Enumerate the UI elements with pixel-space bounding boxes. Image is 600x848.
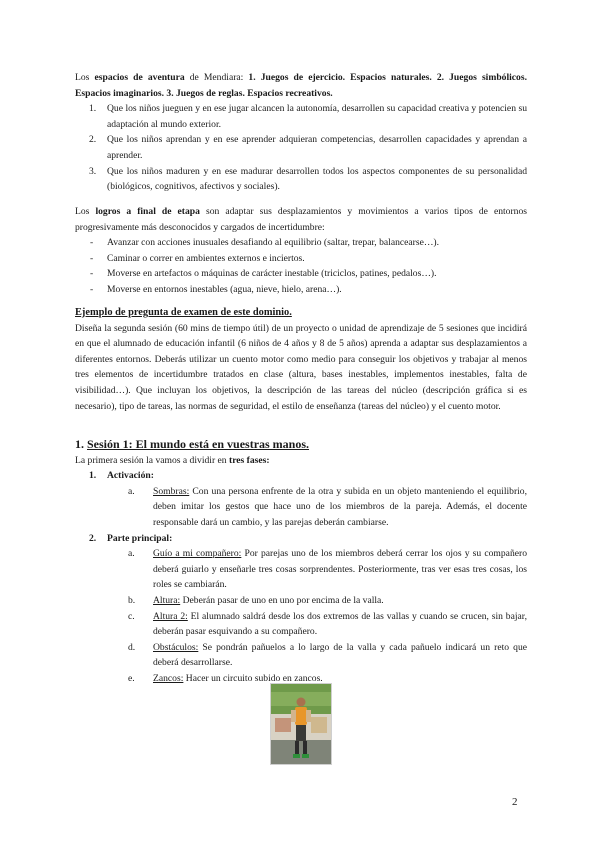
intro-prefix: Los bbox=[75, 72, 95, 83]
goals-rest: son adaptar sus desplazamientos y movimientos a varios tipos de entornos progresivamente más desconocidos y cargados de incertidumbre: bbox=[75, 206, 527, 233]
phase-heading bbox=[75, 531, 527, 547]
phase-number: 1. bbox=[89, 470, 97, 482]
session-section bbox=[75, 437, 527, 687]
session-heading bbox=[75, 437, 527, 453]
session-intro-bold: tres fases: bbox=[229, 454, 270, 466]
task-label: Obstáculos: bbox=[153, 641, 199, 653]
session-heading-number: 1. bbox=[75, 437, 87, 451]
list-item-text: Caminar o correr en ambientes externos e inciertos. bbox=[107, 252, 305, 264]
adventure-spaces-paragraph bbox=[75, 70, 527, 101]
phase-title: Parte principal: bbox=[107, 532, 173, 544]
child-on-stilts-photo bbox=[270, 683, 332, 765]
list-item bbox=[75, 101, 527, 132]
list-item bbox=[75, 235, 527, 251]
list-number: 1. bbox=[89, 103, 97, 115]
task-text: Por parejas uno de los miembros deberá cerrar los ojos y su compañero deberá guiarlo y enseñarle tres cosas sorprendentes. Posteriormente, tras ver esas tres cosas, los roles se cambiarán. bbox=[153, 548, 527, 591]
goals-prefix: Los bbox=[75, 206, 96, 217]
task-label: Altura: bbox=[153, 594, 181, 606]
phase-number: 2. bbox=[89, 532, 97, 544]
task-item bbox=[75, 609, 527, 640]
list-item bbox=[75, 164, 527, 195]
task-label: Guío a mi compañero: bbox=[153, 548, 242, 560]
session-heading-title: Sesión 1: El mundo está en vuestras manos. bbox=[87, 437, 310, 451]
task-letter: a. bbox=[128, 485, 135, 497]
task-text: Se pondrán pañuelos a lo largo de la valla y cada pañuelo indicará un reto que deberá desarrollarse. bbox=[153, 641, 527, 669]
phase-heading bbox=[75, 468, 527, 484]
exam-example-section bbox=[75, 305, 527, 414]
task-item bbox=[75, 640, 527, 671]
list-item-text: Que los niños maduren y en ese madurar desarrollen todos los aspectos componentes de su personalidad (biológicos, cognitivos, afectivos y sociales). bbox=[107, 165, 527, 193]
goals-list bbox=[75, 235, 527, 297]
session-intro bbox=[75, 453, 527, 469]
task-label: Zancos: bbox=[153, 672, 184, 684]
list-item-text: Moverse en artefactos o máquinas de carácter inestable (triciclos, patines, pedalos…). bbox=[107, 268, 437, 280]
list-item-text: Que los niños aprendan y en ese aprender adquieran competencias, desarrollen capacidades y aprendan a aprender. bbox=[107, 134, 527, 161]
intro-bold-list: 1. Juegos de ejercicio. Espacios naturales. 2. Juegos simbólicos. Espacios imaginarios. 3. Juegos de reglas. Espacios recreativos. bbox=[75, 72, 527, 99]
main-part-tasks-list bbox=[75, 546, 527, 686]
dash-marker: - bbox=[90, 283, 94, 295]
list-item bbox=[75, 132, 527, 163]
stage-goals-section bbox=[75, 204, 527, 298]
objectives-list bbox=[75, 101, 527, 195]
session-intro-prefix: La primera sesión la vamos a dividir en bbox=[75, 454, 229, 466]
exam-example-heading: Ejemplo de pregunta de examen de este dominio. bbox=[75, 307, 292, 318]
page-number: 2 bbox=[512, 796, 518, 808]
stage-goals-paragraph bbox=[75, 204, 527, 235]
list-item bbox=[75, 266, 527, 282]
intro-bold-term: espacios de aventura bbox=[94, 72, 185, 83]
intro-mid: de Mendiara: bbox=[184, 72, 249, 83]
list-item bbox=[75, 251, 527, 267]
task-letter: e. bbox=[128, 672, 135, 684]
dash-marker: - bbox=[90, 237, 94, 249]
task-text: El alumnado saldrá desde los dos extremos de las vallas y cuando se crucen, sin bajar, deberán pasar esquivando a su compañero. bbox=[153, 610, 527, 638]
list-item-text: Moverse en entornos inestables (agua, nieve, hielo, arena…). bbox=[107, 283, 342, 295]
task-label: Sombras: bbox=[153, 485, 190, 497]
task-text: Con una persona enfrente de la otra y subida en un objeto manteniendo el equilibrio, deben imitar los gestos que hace uno de los miembros de la pareja. Además, el docente responsable dará un cambio, y las parejas deberán cambiarse. bbox=[153, 485, 527, 528]
exam-example-text: Diseña la segunda sesión (60 mins de tiempo útil) de un proyecto o unidad de aprendizaje de 5 sesiones que incidirá en que el alumnado de educación infantil (6 niños de 4 años y 8 de 5 años) aprenda a adaptar sus desplazamientos a diferentes entornos. Deberás utilizar un cuento motor como medio para conseguir los objetivos y trabajar al menos tres elementos de incertidumbre tratados en clase (altura, bases inestables, implementos inestables, falta de visibilidad…). Que incluyan los objetivos, la descripción de las tareas del núcleo (descripción gráfica si es necesario), tipo de tareas, las normas de seguridad, el estilo de enseñanza (tareas del núcleo) y el cuento motor. bbox=[75, 322, 527, 412]
dash-marker: - bbox=[90, 252, 94, 264]
list-number: 3. bbox=[89, 165, 97, 177]
activation-tasks-list bbox=[75, 484, 527, 531]
task-item bbox=[75, 593, 527, 609]
dash-marker: - bbox=[90, 268, 94, 280]
task-letter: d. bbox=[128, 641, 136, 653]
task-item bbox=[75, 546, 527, 593]
phase-title: Activación: bbox=[107, 470, 154, 482]
list-item-text: Que los niños jueguen y en ese jugar alcancen la autonomía, desarrollen su capacidad creativa y potencien su adaptación al mundo exterior. bbox=[107, 103, 527, 130]
list-item-text: Avanzar con acciones inusuales desafiando al equilibrio (saltar, trepar, balancearse…). bbox=[107, 237, 440, 249]
adventure-spaces-section bbox=[75, 70, 527, 195]
task-letter: b. bbox=[128, 594, 136, 606]
task-text: Hacer un circuito subido en zancos. bbox=[183, 672, 323, 684]
task-item bbox=[75, 484, 527, 531]
list-number: 2. bbox=[89, 134, 97, 146]
task-letter: c. bbox=[128, 610, 135, 622]
task-label: Altura 2: bbox=[153, 610, 188, 622]
goals-bold-term: logros a final de etapa bbox=[95, 206, 200, 217]
task-letter: a. bbox=[128, 548, 135, 560]
photo-illustration bbox=[271, 684, 331, 764]
task-text: Deberán pasar de uno en uno por encima de la valla. bbox=[180, 594, 384, 606]
list-item bbox=[75, 282, 527, 298]
